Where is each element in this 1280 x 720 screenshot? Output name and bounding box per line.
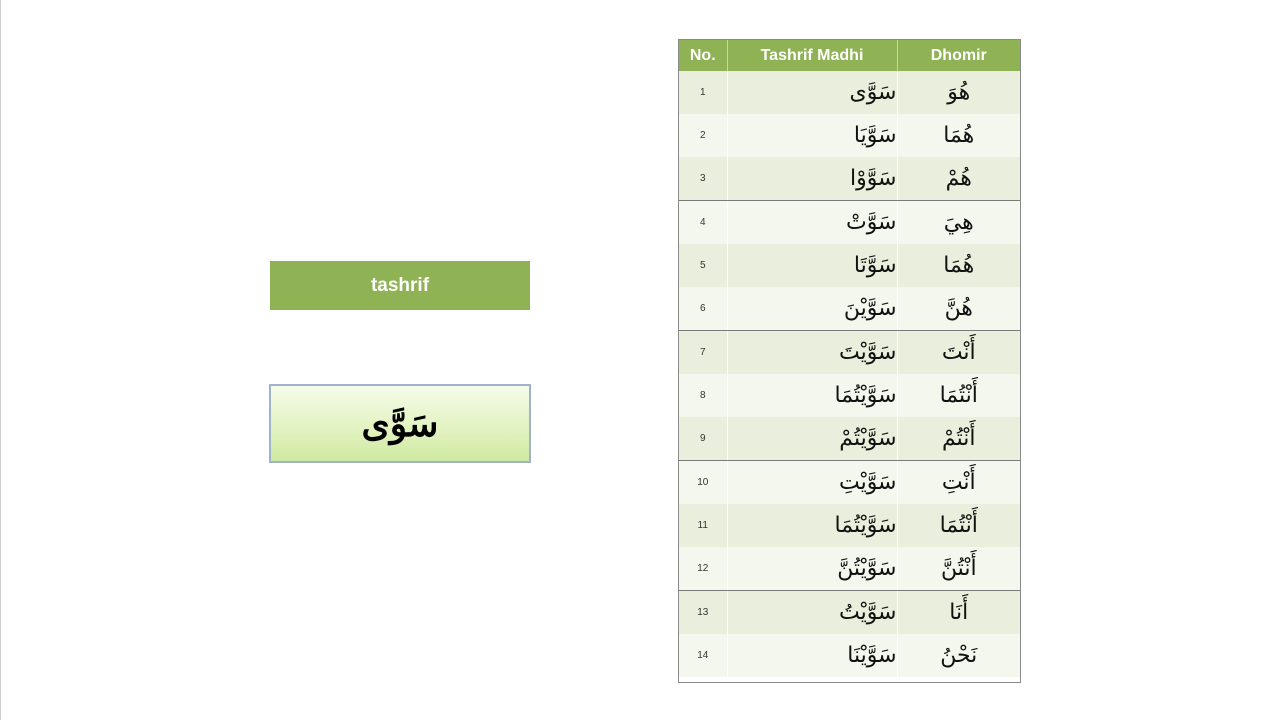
row-number: 13 bbox=[679, 591, 727, 635]
tashrif-label: tashrif bbox=[270, 261, 530, 310]
tashrif-madhi-cell: سَوَّى bbox=[727, 71, 897, 114]
row-number: 6 bbox=[679, 287, 727, 331]
table-row bbox=[679, 244, 1020, 287]
tashrif-madhi-cell: سَوَّيْتُمْ bbox=[727, 417, 897, 461]
tashrif-madhi-cell: سَوَّيْنَا bbox=[727, 634, 897, 677]
dhomir-cell: أَنْتُمْ bbox=[897, 417, 1020, 461]
header-dhomir: Dhomir bbox=[897, 40, 1020, 71]
tashrif-madhi-cell: سَوَّتْ bbox=[727, 201, 897, 245]
tashrif-madhi-cell: سَوَّيْتُ bbox=[727, 591, 897, 635]
row-number: 9 bbox=[679, 417, 727, 461]
row-number: 14 bbox=[679, 634, 727, 677]
table-row bbox=[679, 374, 1020, 417]
header-no: No. bbox=[679, 40, 727, 71]
dhomir-cell: أَنْتُنَّ bbox=[897, 547, 1020, 591]
tashrif-table bbox=[679, 40, 1020, 677]
table-row bbox=[679, 547, 1020, 591]
header-tashrif-madhi: Tashrif Madhi bbox=[727, 40, 897, 71]
row-number: 3 bbox=[679, 157, 727, 201]
table-row bbox=[679, 591, 1020, 635]
dhomir-cell: هُمَا bbox=[897, 244, 1020, 287]
row-number: 5 bbox=[679, 244, 727, 287]
row-number: 10 bbox=[679, 461, 727, 505]
base-word-box: سَوَّى bbox=[269, 384, 531, 463]
table-row bbox=[679, 331, 1020, 375]
table-row bbox=[679, 201, 1020, 245]
dhomir-cell: هُمْ bbox=[897, 157, 1020, 201]
dhomir-cell: أَنَا bbox=[897, 591, 1020, 635]
dhomir-cell: هُنَّ bbox=[897, 287, 1020, 331]
table-row bbox=[679, 157, 1020, 201]
dhomir-cell: أَنْتُمَا bbox=[897, 374, 1020, 417]
tashrif-madhi-cell: سَوَّيْتَ bbox=[727, 331, 897, 375]
dhomir-cell: هِيَ bbox=[897, 201, 1020, 245]
table-row bbox=[679, 417, 1020, 461]
table-row bbox=[679, 634, 1020, 677]
row-number: 1 bbox=[679, 71, 727, 114]
table-header-row bbox=[679, 40, 1020, 71]
dhomir-cell: هُوَ bbox=[897, 71, 1020, 114]
dhomir-cell: هُمَا bbox=[897, 114, 1020, 157]
dhomir-cell: أَنْتُمَا bbox=[897, 504, 1020, 547]
table-row bbox=[679, 114, 1020, 157]
row-number: 4 bbox=[679, 201, 727, 245]
dhomir-cell: أَنْتَ bbox=[897, 331, 1020, 375]
tashrif-table-container bbox=[678, 39, 1021, 683]
row-number: 8 bbox=[679, 374, 727, 417]
table-row bbox=[679, 71, 1020, 114]
tashrif-madhi-cell: سَوَّيْتُنَّ bbox=[727, 547, 897, 591]
tashrif-madhi-cell: سَوَّيْتُمَا bbox=[727, 504, 897, 547]
row-number: 7 bbox=[679, 331, 727, 375]
row-number: 2 bbox=[679, 114, 727, 157]
row-number: 12 bbox=[679, 547, 727, 591]
tashrif-madhi-cell: سَوَّيْتُمَا bbox=[727, 374, 897, 417]
dhomir-cell: أَنْتِ bbox=[897, 461, 1020, 505]
table-row bbox=[679, 504, 1020, 547]
tashrif-madhi-cell: سَوَّيْنَ bbox=[727, 287, 897, 331]
table-row bbox=[679, 287, 1020, 331]
row-number: 11 bbox=[679, 504, 727, 547]
table-body bbox=[679, 71, 1020, 677]
dhomir-cell: نَحْنُ bbox=[897, 634, 1020, 677]
tashrif-madhi-cell: سَوَّوْا bbox=[727, 157, 897, 201]
tashrif-madhi-cell: سَوَّيْتِ bbox=[727, 461, 897, 505]
slide-left-border bbox=[0, 0, 1, 720]
tashrif-madhi-cell: سَوَّتَا bbox=[727, 244, 897, 287]
table-row bbox=[679, 461, 1020, 505]
tashrif-madhi-cell: سَوَّيَا bbox=[727, 114, 897, 157]
